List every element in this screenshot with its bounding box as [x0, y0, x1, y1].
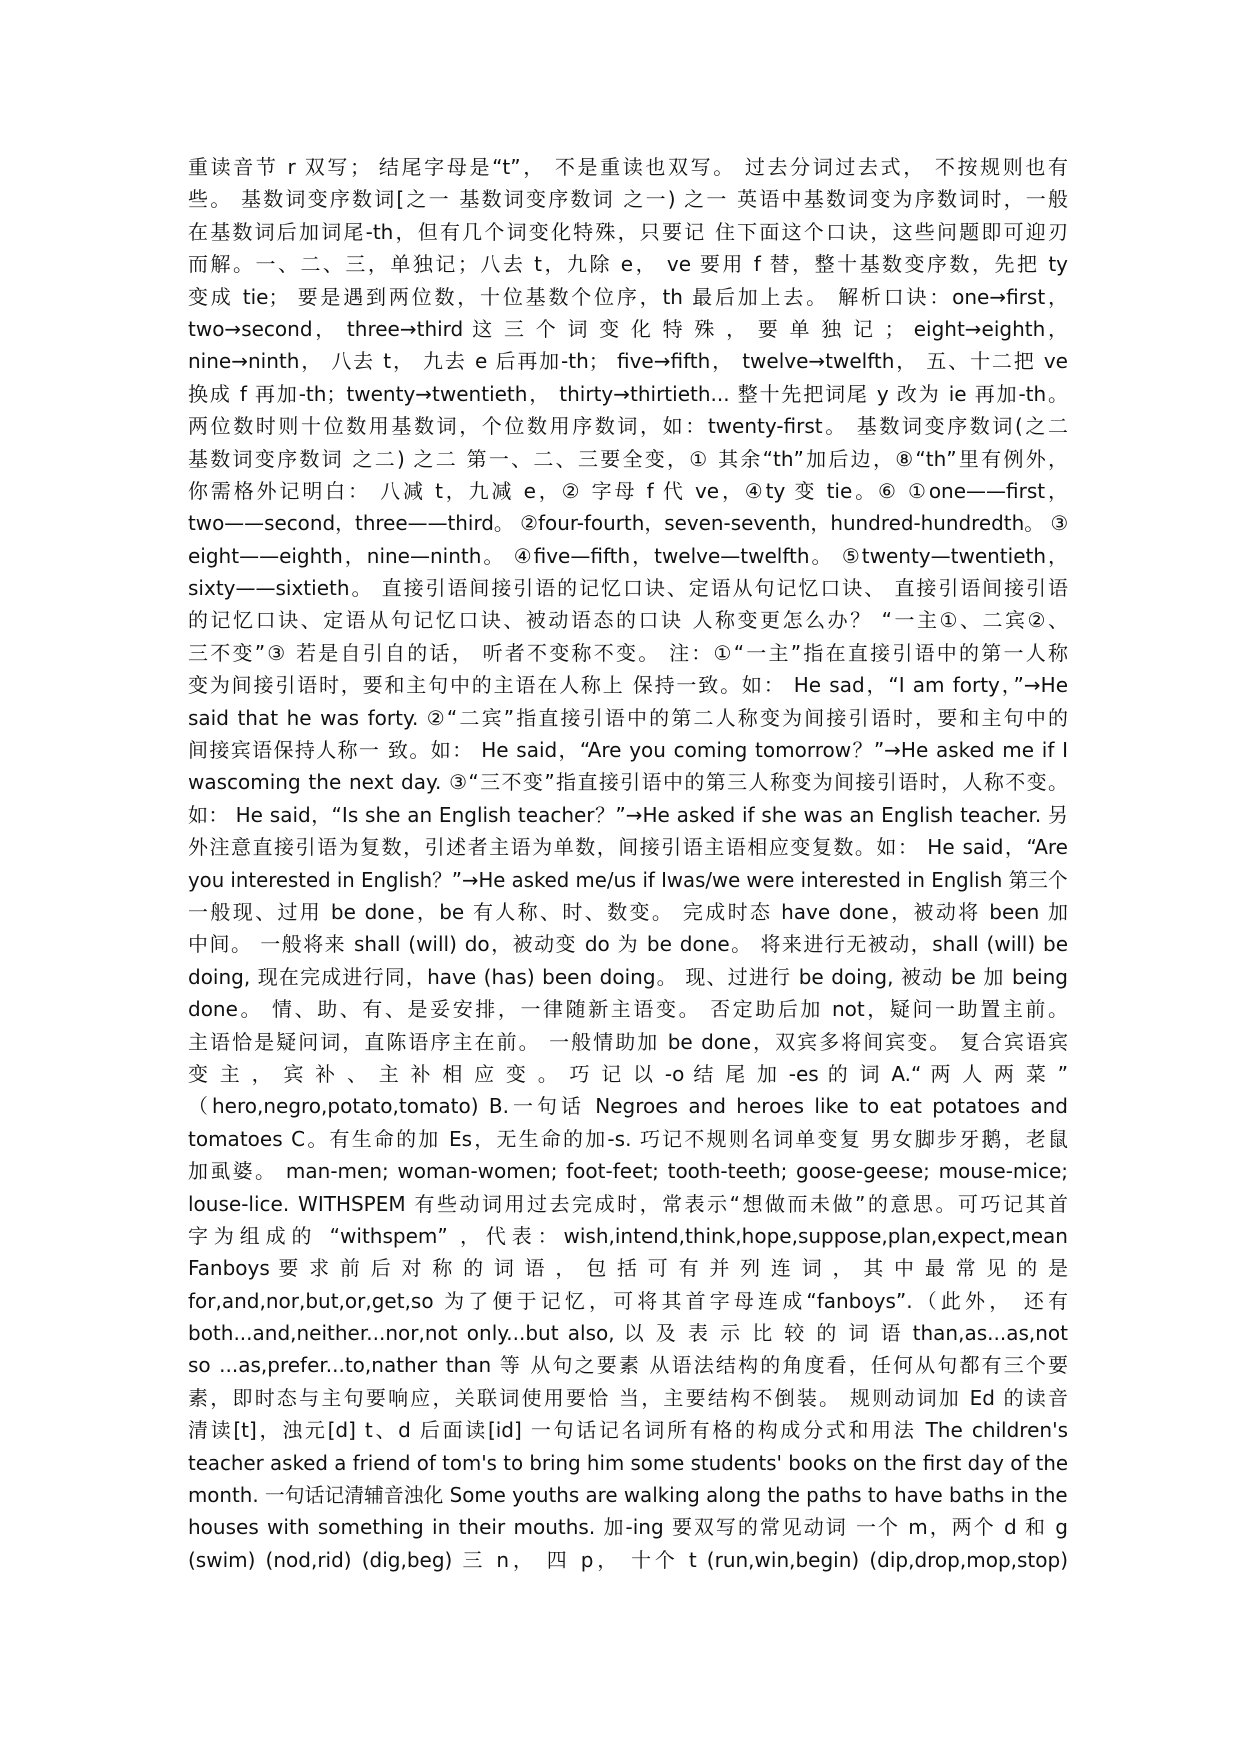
- text-line: 的记忆口诀、定语从句记忆口诀、被动语态的口诀 人称变更怎么办？ “一主①、二宾②、: [188, 608, 1068, 633]
- text-line: done。 情、助、有、是妥安排，一律随新主语变。 否定助后加 not，疑问一助置主前。: [188, 997, 1068, 1022]
- text-line: 中间。 一般将来 shall (will) do，被动变 do 为 be done。 将来进行无被动，shall (will) be: [188, 932, 1068, 957]
- text-line: 换成 f 再加-th；twenty→twentieth， thirty→thirtieth... 整十先把词尾 y 改为 ie 再加-th。: [188, 381, 1068, 406]
- text-line: 变为间接引语时，要和主句中的主语在人称上 保持一致。如： He sad，“I am forty，”→He: [188, 673, 1068, 698]
- text-line: teacher asked a friend of tom's to bring him some students' books on the first day of the: [188, 1450, 1068, 1475]
- text-line: (swim) (nod,rid) (dig,beg) 三 n， 四 p， 十个 t (run,win,begin) (dip,drop,mop,stop): [188, 1547, 1068, 1572]
- text-line: month. 一句话记清辅音浊化 Some youths are walking along the paths to have baths in the: [188, 1483, 1068, 1508]
- text-line: so ...as,prefer...to,nather than 等 从句之要素 从语法结构的角度看，任何从句都有三个要: [188, 1353, 1068, 1378]
- text-line: 三不变”③ 若是自引自的话， 听者不变称不变。 注：①“一主”指在直接引语中的第一人称: [188, 640, 1068, 665]
- text-line: you interested in English？”→He asked me/us if Iwas/we were interested in English 第三个: [188, 867, 1068, 892]
- text-line: 变 主 ， 宾 补 、 主 补 相 应 变 。 巧 记 以 -o 结 尾 加 -es 的 词 A.“ 两 人 两 菜 ”: [188, 1061, 1068, 1086]
- text-line: tomatoes C。有生命的加 Es，无生命的加-s. 巧记不规则名词单变复 男女脚步牙鹅，老鼠: [188, 1126, 1068, 1151]
- text-line: 基数词变序数词 之二) 之二 第一、二、三要全变，① 其余“th”加后边，⑧“th”里有例外，: [188, 446, 1068, 471]
- text-line: said that he was forty. ②“二宾”指直接引语中的第二人称变为间接引语时，要和主句中的: [188, 705, 1068, 730]
- text-line: eight——eighth，nine—ninth。 ④five—fifth，twelve—twelfth。 ⑤twenty—twentieth，: [188, 543, 1068, 568]
- text-line: 外注意直接引语为复数，引述者主语为单数，间接引语主语相应变复数。如： He said，“Are: [188, 835, 1068, 860]
- text-line: sixty——sixtieth。 直接引语间接引语的记忆口诀、定语从句记忆口诀、 直接引语间接引语: [188, 576, 1068, 601]
- text-line: 你需格外记明白： 八减 t，九减 e，② 字母 f 代 ve，④ty 变 tie。⑥ ①one——first，: [188, 478, 1068, 503]
- document-body: [188, 151, 1068, 1576]
- text-line: 清读[t]，浊元[d] t、d 后面读[id] 一句话记名词所有格的构成分式和用法 The children's: [188, 1418, 1068, 1443]
- text-line: for,and,nor,but,or,get,so 为了便于记忆，可将其首字母连成“fanboys”.（此外， 还有: [188, 1288, 1068, 1313]
- text-line: doing, 现在完成进行同，have (has) been doing。 现、过进行 be doing, 被动 be 加 being: [188, 964, 1068, 989]
- text-line: 间接宾语保持人称一 致。如： He said，“Are you coming tomorrow？”→He asked me if I: [188, 738, 1068, 763]
- text-line: 如： He said，“Is she an English teacher？”→He asked if she was an English teacher. 另: [188, 802, 1068, 827]
- text-line: two——second，three——third。 ②four-fourth，seven-seventh，hundred-hundredth。 ③: [188, 511, 1068, 536]
- text-line: nine→ninth， 八去 t， 九去 e 后再加-th； five→fifth， twelve→twelfth， 五、十二把 ve: [188, 349, 1068, 374]
- text-line: louse-lice. WITHSPEM 有些动词用过去完成时，常表示“想做而未做”的意思。可巧记其首: [188, 1191, 1068, 1216]
- text-line: （hero,negro,potato,tomato) B.一句话 Negroes and heroes like to eat potatoes and: [188, 1094, 1068, 1119]
- text-line: houses with something in their mouths. 加-ing 要双写的常见动词 一个 m，两个 d 和 g: [188, 1515, 1068, 1540]
- text-line: Fanboys 要 求 前 后 对 称 的 词 语 ， 包 括 可 有 并 列 连 词 ， 其 中 最 常 见 的 是: [188, 1256, 1068, 1281]
- text-line: 一般现、过用 be done，be 有人称、时、数变。 完成时态 have done，被动将 been 加: [188, 899, 1068, 924]
- text-line: 字为组成的 “withspem” ，代表：wish,intend,think,hope,suppose,plan,expect,mean: [188, 1223, 1068, 1248]
- text-line: 些。 基数词变序数词[之一 基数词变序数词 之一) 之一 英语中基数词变为序数词时，一般: [188, 187, 1068, 212]
- text-line: 主语恰是疑问词，直陈语序主在前。 一般情助加 be done，双宾多将间宾变。 复合宾语宾: [188, 1029, 1068, 1054]
- text-line: 加虱婆。 man-men; woman-women; foot-feet; tooth-teeth; goose-geese; mouse-mice;: [188, 1159, 1068, 1184]
- text-line: wascoming the next day. ③“三不变”指直接引语中的第三人称变为间接引语时，人称不变。: [188, 770, 1068, 795]
- text-line: 重读音节 r 双写； 结尾字母是“t”， 不是重读也双写。 过去分词过去式， 不按规则也有: [188, 155, 1068, 179]
- text-line: 而解。一、二、三，单独记；八去 t，九除 e， ve 要用 f 替，整十基数变序数，先把 ty: [188, 252, 1068, 277]
- text-line: 在基数词后加词尾-th，但有几个词变化特殊，只要记 住下面这个口诀，这些问题即可迎刃: [188, 219, 1068, 244]
- text-line: 素，即时态与主句要响应，关联词使用要恰 当，主要结构不倒装。 规则动词加 Ed 的读音: [188, 1385, 1068, 1410]
- text-line: 两位数时则十位数用基数词，个位数用序数词，如：twenty-first。 基数词变序数词(之二: [188, 414, 1068, 439]
- text-line: two→second， three→third 这 三 个 词 变 化 特 殊 ， 要 单 独 记 ； eight→eighth，: [188, 316, 1068, 341]
- text-line: both...and,neither...nor,not only...but also, 以 及 表 示 比 较 的 词 语 than,as...as,not: [188, 1321, 1068, 1346]
- text-line: 变成 tie； 要是遇到两位数，十位基数个位序，th 最后加上去。 解析口诀：one→first，: [188, 284, 1068, 309]
